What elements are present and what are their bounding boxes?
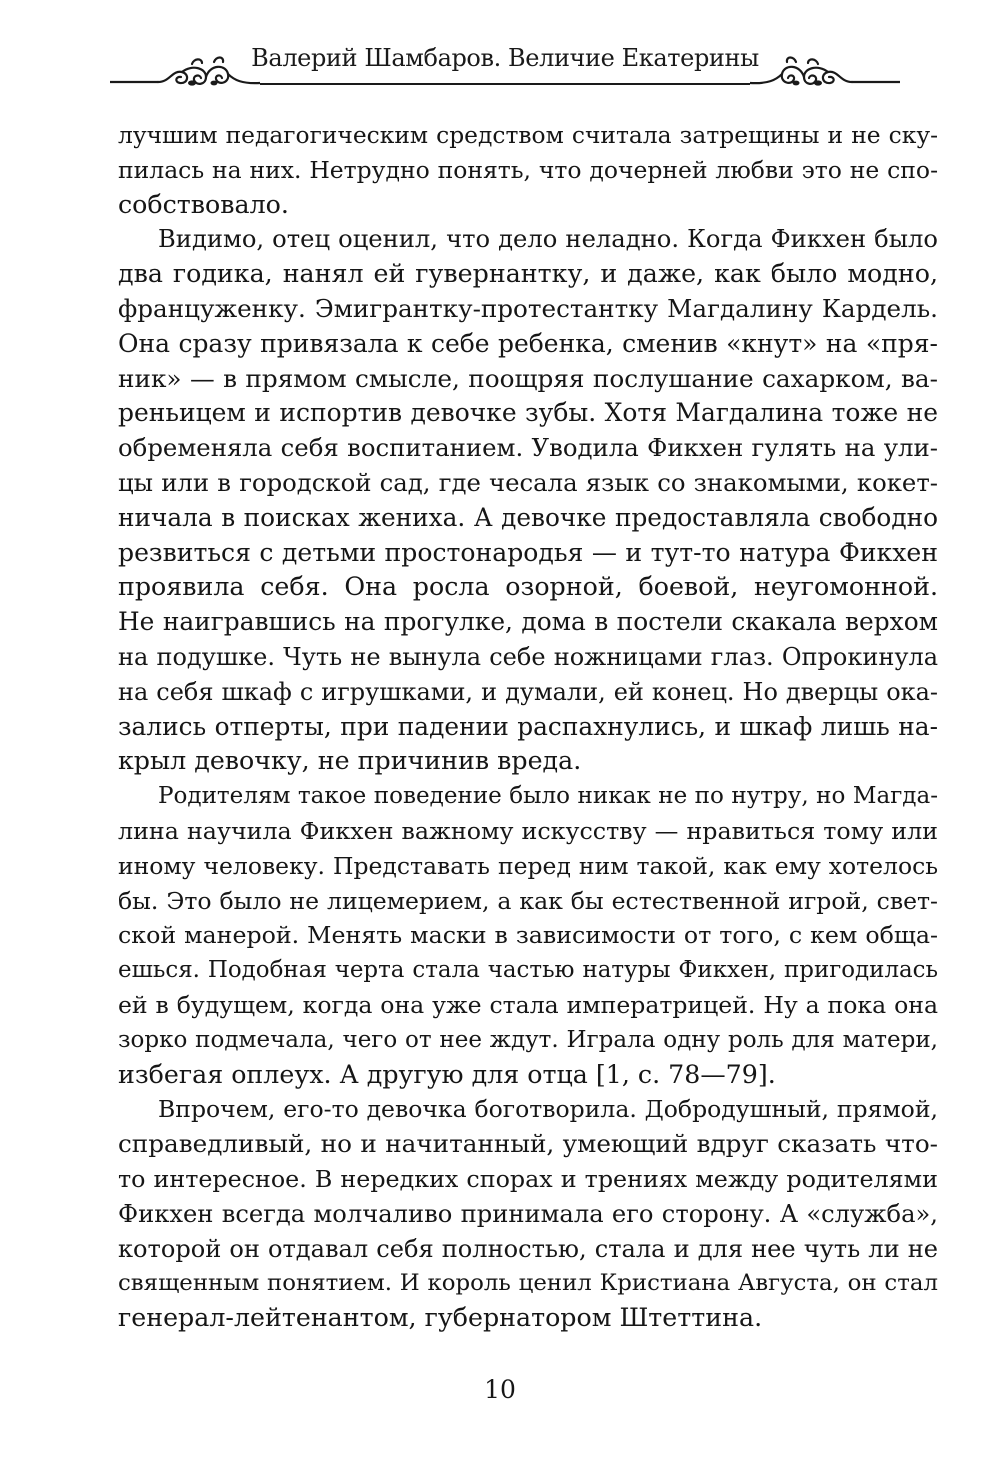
text-line: лучшим педагогическим средством считала затрещины и не ску-	[118, 121, 938, 149]
paragraph	[118, 779, 938, 1092]
text-line: ничала в поисках жениха. А девочке предоставляла свободно	[118, 502, 938, 532]
paragraph	[118, 1092, 938, 1336]
running-header	[110, 36, 900, 96]
text-line: француженку. Эмигрантку-протестантку Магдалину Кардель.	[118, 293, 938, 323]
text-line: два годика, нанял ей гувернантку, и даже, как было модно,	[118, 259, 938, 289]
text-line: собствовало.	[118, 189, 289, 219]
paragraph	[118, 222, 938, 779]
text-line: Впрочем, его-то девочка боготворила. Добродушный, прямой,	[158, 1095, 938, 1124]
text-line: справедливый, но и начитанный, умеющий вдруг сказать что-	[118, 1129, 938, 1159]
text-line: крыл девочку, не причинив вреда.	[118, 746, 582, 776]
text-line: ешься. Подобная черта стала частью натуры Фикхен, пригодилась	[118, 957, 938, 984]
text-line: бы. Это было не лицемерием, а как бы естественной игрой, свет-	[118, 886, 938, 915]
text-line: зорко подмечала, чего от нее ждут. Играла одну роль для матери,	[118, 1026, 938, 1053]
text-line: священным понятием. И король ценил Кристиана Августа, он стал	[118, 1270, 938, 1297]
running-header-title: Валерий Шамбаров. Величие Екатерины	[251, 44, 759, 72]
text-line: реньицем и испортив девочке зубы. Хотя Магдалина тоже не	[118, 398, 938, 428]
page-number: 10	[484, 1375, 516, 1404]
text-line: иному человеку. Представать перед ним такой, как ему хотелось	[118, 851, 938, 880]
text-line: цы или в городской сад, где чесала язык со знакомыми, кокет-	[118, 467, 938, 497]
text-line: Фикхен всегда молчаливо принимала его сторону. А «служба»,	[118, 1199, 938, 1228]
text-line: лина научила Фикхен важному искусству — нравиться тому или	[118, 816, 938, 845]
text-line: на себя шкаф с игрушками, и думали, ей конец. Но дверцы ока-	[118, 677, 938, 706]
header-rule	[260, 83, 750, 85]
text-line: ской манерой. Менять маски в зависимости от того, с кем обща-	[118, 921, 938, 950]
text-line: ей в будущем, когда она уже стала императрицей. Ну а пока она	[118, 990, 938, 1019]
text-line: резвиться с детьми простонародья — и тут-то натура Фикхен	[118, 537, 938, 567]
text-line: на подушке. Чуть не вынула себе ножницами глаз. Опрокинула	[118, 642, 938, 671]
text-line: зались отперты, при падении распахнулись, и шкаф лишь на-	[118, 711, 938, 741]
text-line: избегая оплеух. А другую для отца [1, с. 78—79].	[118, 1059, 776, 1089]
text-line: пилась на них. Нетрудно понять, что дочерней любви это не спо-	[118, 155, 938, 184]
text-line: Видимо, отец оценил, что дело неладно. Когда Фикхен было	[158, 225, 938, 254]
text-line: Не наигравшись на прогулке, дома в постели скакала верхом	[118, 607, 938, 637]
text-line: обременяла себя воспитанием. Уводила Фикхен гулять на ули-	[118, 433, 938, 463]
text-line: проявила себя. Она росла озорной, боевой, неугомонной.	[118, 572, 938, 602]
text-line: то интересное. В нередких спорах и трениях между родителями	[118, 1164, 938, 1193]
paragraph	[118, 118, 938, 222]
text-line: Она сразу привязала к себе ребенка, сменив «кнут» на «пря-	[118, 328, 938, 358]
body-text	[118, 118, 938, 1336]
text-line: которой он отдавал себя полностью, стала и для нее чуть ли не	[118, 1234, 938, 1263]
text-line: ник» — в прямом смысле, поощряя послушание сахарком, ва-	[118, 363, 938, 393]
text-line: генерал-лейтенантом, губернатором Штеттина.	[118, 1303, 763, 1333]
scroll-ornament-right-icon	[750, 50, 900, 100]
text-line: Родителям такое поведение было никак не по нутру, но Магда-	[158, 783, 938, 810]
